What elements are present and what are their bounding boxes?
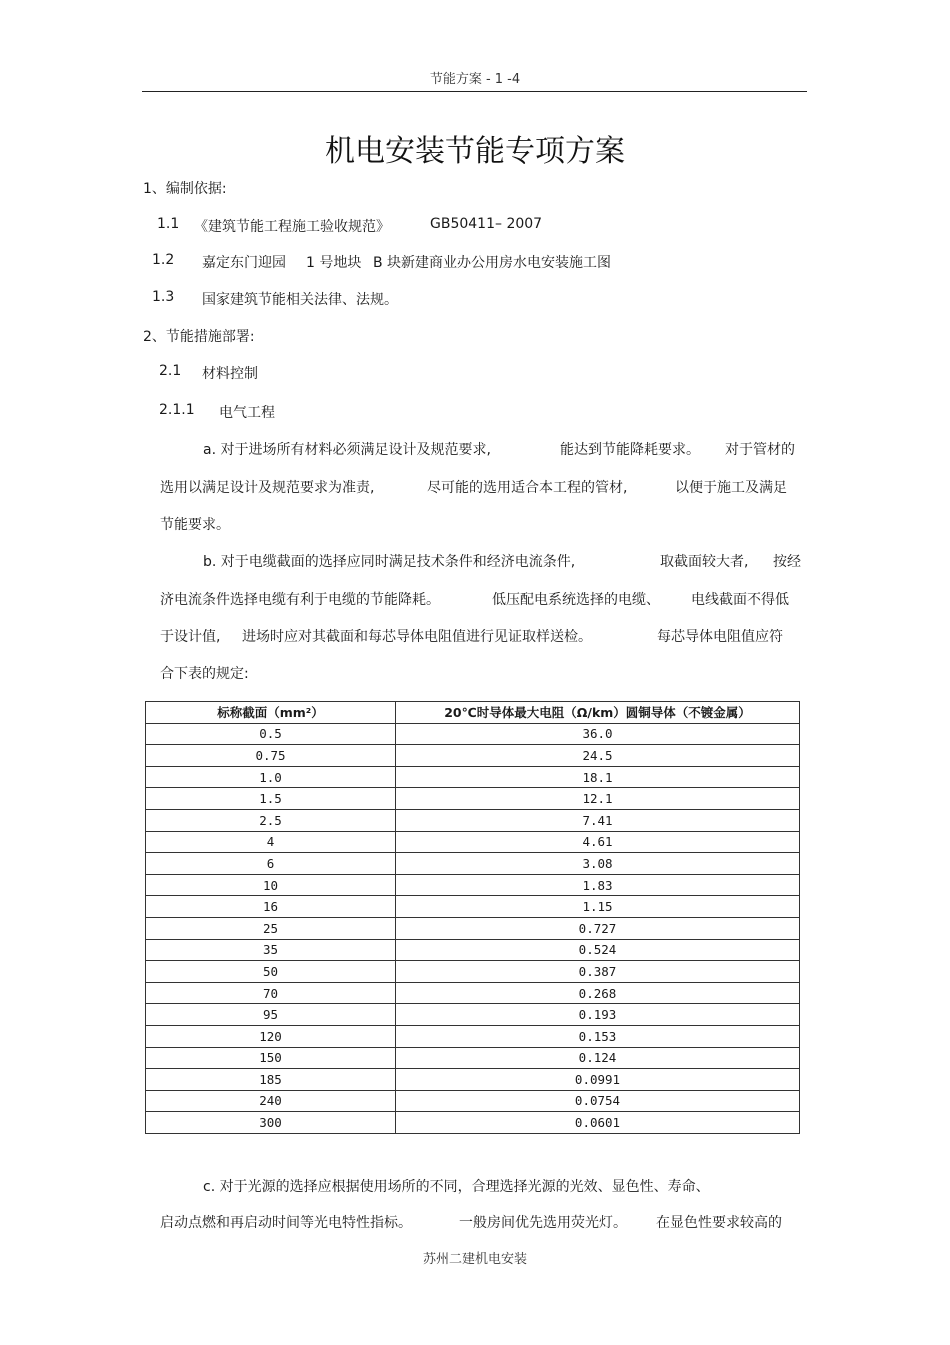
cross-section-cell: 95 — [146, 1004, 396, 1026]
cross-section-cell: 240 — [146, 1090, 396, 1112]
item-code: GB50411– 2007 — [430, 216, 543, 232]
resistance-cell: 0.193 — [396, 1004, 800, 1026]
table-row — [146, 809, 800, 831]
table-row — [146, 917, 800, 939]
table-row — [146, 1090, 800, 1112]
page-footer: 苏州二建机电安装 — [422, 1252, 527, 1267]
resistance-cell: 0.268 — [396, 982, 800, 1004]
conductor-resistance-table — [145, 701, 800, 1134]
resistance-cell: 7.41 — [396, 809, 800, 831]
item-text: 1 号地块 — [306, 255, 362, 271]
table-row — [146, 874, 800, 896]
text-segment: b. 对于电缆截面的选择应同时满足技术条件和经济电流条件, — [203, 554, 576, 570]
resistance-cell: 24.5 — [396, 745, 800, 767]
resistance-cell: 0.387 — [396, 961, 800, 983]
table-row — [146, 831, 800, 853]
resistance-cell: 0.0601 — [396, 1112, 800, 1134]
text-segment: 济电流条件选择电缆有利于电缆的节能降耗。 — [160, 592, 440, 608]
cross-section-cell: 4 — [146, 831, 396, 853]
cross-section-cell: 185 — [146, 1069, 396, 1091]
text-segment: 于设计值, — [160, 629, 221, 645]
table-row — [146, 853, 800, 875]
resistance-cell: 0.727 — [396, 917, 800, 939]
item-number: 2.1.1 — [159, 402, 195, 418]
text-segment: 进场时应对其截面和每芯导体电阻值进行见证取样送检。 — [242, 629, 592, 645]
cross-section-cell: 16 — [146, 896, 396, 918]
cross-section-cell: 1.0 — [146, 766, 396, 788]
text-segment: 尽可能的选用适合本工程的管材, — [427, 480, 628, 496]
cross-section-cell: 10 — [146, 874, 396, 896]
resistance-cell: 0.153 — [396, 1025, 800, 1047]
resistance-cell: 0.524 — [396, 939, 800, 961]
cross-section-cell: 0.75 — [146, 745, 396, 767]
table-row — [146, 723, 800, 745]
table-row — [146, 961, 800, 983]
section1-heading: 1、编制依据: — [143, 181, 227, 197]
text-segment: 启动点燃和再启动时间等光电特性指标。 — [160, 1215, 412, 1231]
text-segment: 在显色性要求较高的 — [656, 1215, 782, 1231]
text-segment: 低压配电系统选择的电缆、 — [492, 592, 660, 608]
table-row — [146, 1112, 800, 1134]
text-segment: 对于管材的 — [725, 442, 795, 458]
resistance-cell: 1.83 — [396, 874, 800, 896]
resistance-cell: 1.15 — [396, 896, 800, 918]
item-text: 电气工程 — [219, 405, 275, 421]
item-number: 1.2 — [152, 252, 175, 268]
table-row — [146, 896, 800, 918]
column-header-max-resistance: 20℃时导体最大电阻（Ω/km）圆铜导体（不镀金属） — [396, 702, 800, 724]
item-text: 《建筑节能工程施工验收规范》 — [194, 219, 390, 235]
page-header: 节能方案 - 1 -4 — [429, 72, 521, 87]
table-row — [146, 939, 800, 961]
resistance-cell: 12.1 — [396, 788, 800, 810]
cross-section-cell: 120 — [146, 1025, 396, 1047]
resistance-cell: 0.0991 — [396, 1069, 800, 1091]
item-number: 2.1 — [159, 363, 182, 379]
resistance-cell: 0.0754 — [396, 1090, 800, 1112]
cross-section-cell: 150 — [146, 1047, 396, 1069]
item-number: 1.1 — [157, 216, 180, 232]
table-row — [146, 745, 800, 767]
text-segment: 按经 — [773, 554, 801, 570]
document-title: 机电安装节能专项方案 — [325, 134, 625, 169]
text-segment: 一般房间优先选用荧光灯。 — [459, 1215, 627, 1231]
text-segment: 以便于施工及满足 — [675, 480, 787, 496]
item-number: 1.3 — [152, 289, 175, 305]
text-segment: 选用以满足设计及规范要求为准责, — [160, 480, 375, 496]
cross-section-cell: 6 — [146, 853, 396, 875]
resistance-cell: 36.0 — [396, 723, 800, 745]
resistance-cell: 0.124 — [396, 1047, 800, 1069]
cross-section-cell: 1.5 — [146, 788, 396, 810]
table-row — [146, 1047, 800, 1069]
resistance-cell: 18.1 — [396, 766, 800, 788]
table-row — [146, 788, 800, 810]
text-segment: 合下表的规定: — [160, 666, 249, 682]
cross-section-cell: 50 — [146, 961, 396, 983]
text-segment: a. 对于进场所有材料必须满足设计及规范要求, — [203, 442, 491, 458]
cross-section-cell: 2.5 — [146, 809, 396, 831]
item-text: 国家建筑节能相关法律、法规。 — [202, 292, 398, 308]
header-divider — [142, 91, 807, 92]
cross-section-cell: 70 — [146, 982, 396, 1004]
table-row — [146, 1069, 800, 1091]
text-segment: c. 对于光源的选择应根据使用场所的不同，合理选择光源的光效、显色性、寿命、 — [203, 1179, 710, 1195]
text-segment: 每芯导体电阻值应符 — [657, 629, 783, 645]
item-text: 材料控制 — [202, 366, 258, 382]
cross-section-cell: 0.5 — [146, 723, 396, 745]
table-row — [146, 766, 800, 788]
section2-heading: 2、节能措施部署: — [143, 329, 255, 345]
resistance-cell: 3.08 — [396, 853, 800, 875]
resistance-cell: 4.61 — [396, 831, 800, 853]
table-row — [146, 982, 800, 1004]
cross-section-cell: 300 — [146, 1112, 396, 1134]
table-header-row — [146, 702, 800, 724]
cross-section-cell: 35 — [146, 939, 396, 961]
text-segment: 电线截面不得低 — [691, 592, 789, 608]
text-segment: 取截面较大者, — [660, 554, 749, 570]
cross-section-cell: 25 — [146, 917, 396, 939]
column-header-cross-section: 标称截面（mm²） — [146, 702, 396, 724]
table-row — [146, 1025, 800, 1047]
text-segment: 能达到节能降耗要求。 — [560, 442, 700, 458]
table-row — [146, 1004, 800, 1026]
text-segment: 节能要求。 — [160, 517, 230, 533]
item-text: 嘉定东门迎园 — [202, 255, 286, 271]
item-text: B 块新建商业办公用房水电安装施工图 — [373, 255, 612, 271]
